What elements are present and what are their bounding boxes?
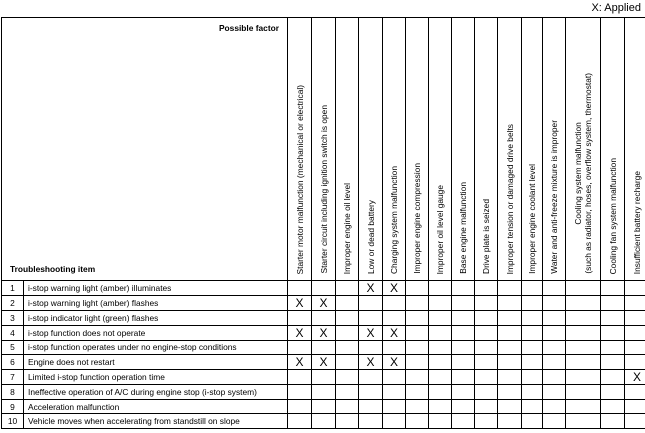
applied-cell <box>566 399 601 414</box>
factor-header-cell <box>566 18 601 281</box>
factor-label: Improper oil level gauge <box>434 184 445 274</box>
applied-cell <box>452 296 475 311</box>
applied-cell <box>406 311 429 326</box>
applied-cell <box>543 340 566 355</box>
applied-cell <box>359 370 383 385</box>
factor-header-cell <box>312 18 336 281</box>
factor-label: Low or dead battery <box>365 199 376 274</box>
factor-header-row <box>2 18 645 281</box>
applied-cell <box>543 325 566 340</box>
applied-cell <box>406 414 429 429</box>
applied-cell <box>475 296 498 311</box>
applied-cell <box>498 340 522 355</box>
applied-cell <box>406 370 429 385</box>
applied-cell <box>522 311 543 326</box>
applied-cell <box>566 281 601 296</box>
applied-cell <box>625 281 645 296</box>
applied-cell <box>543 296 566 311</box>
applied-cell <box>452 370 475 385</box>
possible-factor-heading: Possible factor <box>218 23 279 33</box>
applied-cell <box>288 281 312 296</box>
factor-label: Improper engine coolant level <box>526 164 537 274</box>
header-corner-cell <box>2 18 288 281</box>
factor-header-cell <box>498 18 522 281</box>
applied-cell <box>383 311 406 326</box>
troubleshooting-item: Engine does not restart <box>24 355 288 370</box>
table-row <box>2 296 645 311</box>
applied-cell: X <box>359 355 383 370</box>
applied-cell <box>498 311 522 326</box>
applied-cell <box>543 385 566 400</box>
applied-cell <box>522 340 543 355</box>
applied-cell <box>429 325 452 340</box>
applied-cell <box>336 399 359 414</box>
applied-cell <box>601 414 625 429</box>
table-row <box>2 385 645 400</box>
factor-header-cell <box>601 18 625 281</box>
applied-cell <box>498 325 522 340</box>
factor-header-cell <box>625 18 645 281</box>
applied-cell <box>522 370 543 385</box>
row-number: 9 <box>2 399 24 414</box>
applied-cell <box>312 311 336 326</box>
row-number: 2 <box>2 296 24 311</box>
factor-label: Cooling fan system malfunction <box>607 157 618 274</box>
applied-cell <box>522 325 543 340</box>
factor-label: Improper engine oil level <box>341 182 352 274</box>
applied-cell <box>452 355 475 370</box>
applied-cell <box>522 399 543 414</box>
applied-cell <box>566 385 601 400</box>
applied-cell <box>312 414 336 429</box>
table-row <box>2 370 645 385</box>
applied-cell <box>625 355 645 370</box>
applied-cell <box>498 385 522 400</box>
applied-cell <box>429 414 452 429</box>
applied-cell <box>566 370 601 385</box>
applied-cell: X <box>383 325 406 340</box>
applied-cell <box>406 385 429 400</box>
table-row <box>2 281 645 296</box>
legend-applied: X: Applied <box>591 2 641 14</box>
applied-cell: X <box>312 296 336 311</box>
factor-header-cell <box>429 18 452 281</box>
applied-cell <box>566 355 601 370</box>
applied-cell <box>601 296 625 311</box>
factor-header-cell <box>383 18 406 281</box>
applied-cell: X <box>312 355 336 370</box>
applied-cell <box>406 281 429 296</box>
factor-label: Water and anti-freeze mixture is improper <box>548 120 559 274</box>
applied-cell <box>522 414 543 429</box>
table-row <box>2 311 645 326</box>
troubleshooting-item: i-stop warning light (amber) illuminates <box>24 281 288 296</box>
factor-header-cell <box>475 18 498 281</box>
row-number: 4 <box>2 325 24 340</box>
applied-cell <box>359 311 383 326</box>
applied-cell: X <box>625 370 645 385</box>
applied-cell <box>383 385 406 400</box>
applied-cell <box>522 355 543 370</box>
applied-cell <box>359 399 383 414</box>
applied-cell: X <box>288 325 312 340</box>
applied-cell <box>406 355 429 370</box>
factor-header-cell <box>452 18 475 281</box>
applied-cell <box>406 399 429 414</box>
applied-cell <box>312 281 336 296</box>
applied-cell <box>336 370 359 385</box>
row-number: 1 <box>2 281 24 296</box>
applied-cell <box>475 325 498 340</box>
row-number: 3 <box>2 311 24 326</box>
applied-cell <box>543 355 566 370</box>
applied-cell <box>543 370 566 385</box>
applied-cell <box>601 281 625 296</box>
table-body <box>2 281 645 429</box>
factor-header-cell <box>522 18 543 281</box>
applied-cell <box>601 340 625 355</box>
factor-label: Cooling system malfunction (such as radiator, hoses, overflow system, thermostat) <box>572 73 593 274</box>
factor-header-cell <box>543 18 566 281</box>
factor-header-cell <box>288 18 312 281</box>
applied-cell <box>625 385 645 400</box>
applied-cell <box>288 370 312 385</box>
applied-cell <box>359 340 383 355</box>
applied-cell <box>498 399 522 414</box>
factor-label: Improper tension or damaged drive belts <box>504 123 515 274</box>
table-row <box>2 414 645 429</box>
row-number: 6 <box>2 355 24 370</box>
applied-cell <box>625 296 645 311</box>
applied-cell <box>429 355 452 370</box>
applied-cell <box>566 340 601 355</box>
applied-cell <box>452 311 475 326</box>
applied-cell: X <box>359 325 383 340</box>
applied-cell <box>625 399 645 414</box>
applied-cell <box>543 281 566 296</box>
troubleshooting-item: Limited i-stop function operation time <box>24 370 288 385</box>
troubleshooting-item: i-stop warning light (amber) flashes <box>24 296 288 311</box>
applied-cell <box>498 296 522 311</box>
factor-header-cell <box>336 18 359 281</box>
applied-cell <box>475 355 498 370</box>
applied-cell <box>383 399 406 414</box>
factor-label: Base engine malfunction <box>457 182 468 274</box>
applied-cell: X <box>288 296 312 311</box>
applied-cell <box>522 281 543 296</box>
applied-cell <box>452 414 475 429</box>
applied-cell: X <box>288 355 312 370</box>
applied-cell <box>312 370 336 385</box>
applied-cell <box>383 370 406 385</box>
applied-cell <box>452 325 475 340</box>
table-row <box>2 340 645 355</box>
applied-cell <box>429 399 452 414</box>
applied-cell <box>543 414 566 429</box>
applied-cell <box>383 414 406 429</box>
applied-cell <box>522 296 543 311</box>
applied-cell <box>452 399 475 414</box>
applied-cell <box>429 281 452 296</box>
factor-header-cell <box>406 18 429 281</box>
applied-cell <box>452 385 475 400</box>
factor-header-cell <box>359 18 383 281</box>
applied-cell <box>429 370 452 385</box>
troubleshooting-item: i-stop function does not operate <box>24 325 288 340</box>
troubleshooting-item: i-stop function operates under no engine-stop conditions <box>24 340 288 355</box>
applied-cell <box>452 281 475 296</box>
applied-cell <box>288 385 312 400</box>
applied-cell <box>383 296 406 311</box>
applied-cell <box>475 311 498 326</box>
applied-cell <box>288 414 312 429</box>
applied-cell <box>601 370 625 385</box>
applied-cell <box>475 370 498 385</box>
troubleshooting-item: i-stop indicator light (green) flashes <box>24 311 288 326</box>
applied-cell <box>475 340 498 355</box>
row-number: 10 <box>2 414 24 429</box>
applied-cell: X <box>383 355 406 370</box>
factor-label: Improper engine compression <box>411 163 422 274</box>
troubleshooting-item-heading: Troubleshooting item <box>10 264 96 274</box>
applied-cell <box>288 399 312 414</box>
applied-cell <box>498 281 522 296</box>
factor-label: Drive plate is seized <box>480 199 491 274</box>
applied-cell <box>383 340 406 355</box>
applied-cell <box>498 370 522 385</box>
applied-cell <box>475 399 498 414</box>
applied-cell <box>601 311 625 326</box>
table-row <box>2 399 645 414</box>
row-number: 7 <box>2 370 24 385</box>
applied-cell <box>475 281 498 296</box>
applied-cell: X <box>359 281 383 296</box>
applied-cell <box>601 355 625 370</box>
row-number: 5 <box>2 340 24 355</box>
applied-cell <box>566 325 601 340</box>
applied-cell <box>336 296 359 311</box>
applied-cell <box>625 325 645 340</box>
applied-cell <box>452 340 475 355</box>
applied-cell <box>312 399 336 414</box>
table-row <box>2 325 645 340</box>
applied-cell <box>475 414 498 429</box>
applied-cell <box>336 325 359 340</box>
applied-cell <box>522 385 543 400</box>
applied-cell <box>625 311 645 326</box>
applied-cell <box>601 385 625 400</box>
factor-label: Charging system malfunction <box>388 166 399 274</box>
applied-cell <box>543 311 566 326</box>
applied-cell <box>336 385 359 400</box>
applied-cell <box>566 296 601 311</box>
troubleshooting-item: Ineffective operation of A/C during engine stop (i-stop system) <box>24 385 288 400</box>
applied-cell <box>359 385 383 400</box>
table-row <box>2 355 645 370</box>
troubleshooting-item: Vehicle moves when accelerating from standstill on slope <box>24 414 288 429</box>
applied-cell <box>543 399 566 414</box>
applied-cell <box>288 340 312 355</box>
troubleshooting-item: Acceleration malfunction <box>24 399 288 414</box>
applied-cell <box>336 311 359 326</box>
applied-cell <box>429 311 452 326</box>
applied-cell: X <box>383 281 406 296</box>
factor-label: Insufficient battery recharge <box>631 170 642 274</box>
applied-cell <box>566 311 601 326</box>
applied-cell <box>498 355 522 370</box>
row-number: 8 <box>2 385 24 400</box>
applied-cell <box>429 385 452 400</box>
applied-cell <box>429 340 452 355</box>
factor-label: Starter motor malfunction (mechanical or electrical) <box>294 84 305 274</box>
applied-cell <box>312 385 336 400</box>
applied-cell <box>625 414 645 429</box>
applied-cell <box>336 414 359 429</box>
applied-cell <box>406 325 429 340</box>
applied-cell <box>566 414 601 429</box>
applied-cell <box>312 340 336 355</box>
applied-cell <box>336 355 359 370</box>
applied-cell <box>359 414 383 429</box>
applied-cell: X <box>312 325 336 340</box>
applied-cell <box>475 385 498 400</box>
applied-cell <box>625 340 645 355</box>
troubleshooting-table <box>1 17 645 429</box>
applied-cell <box>336 340 359 355</box>
applied-cell <box>336 281 359 296</box>
applied-cell <box>601 399 625 414</box>
applied-cell <box>288 311 312 326</box>
applied-cell <box>498 414 522 429</box>
factor-label: Starter circuit including ignition switch is open <box>318 105 329 274</box>
applied-cell <box>406 340 429 355</box>
applied-cell <box>406 296 429 311</box>
applied-cell <box>429 296 452 311</box>
applied-cell <box>359 296 383 311</box>
applied-cell <box>601 325 625 340</box>
